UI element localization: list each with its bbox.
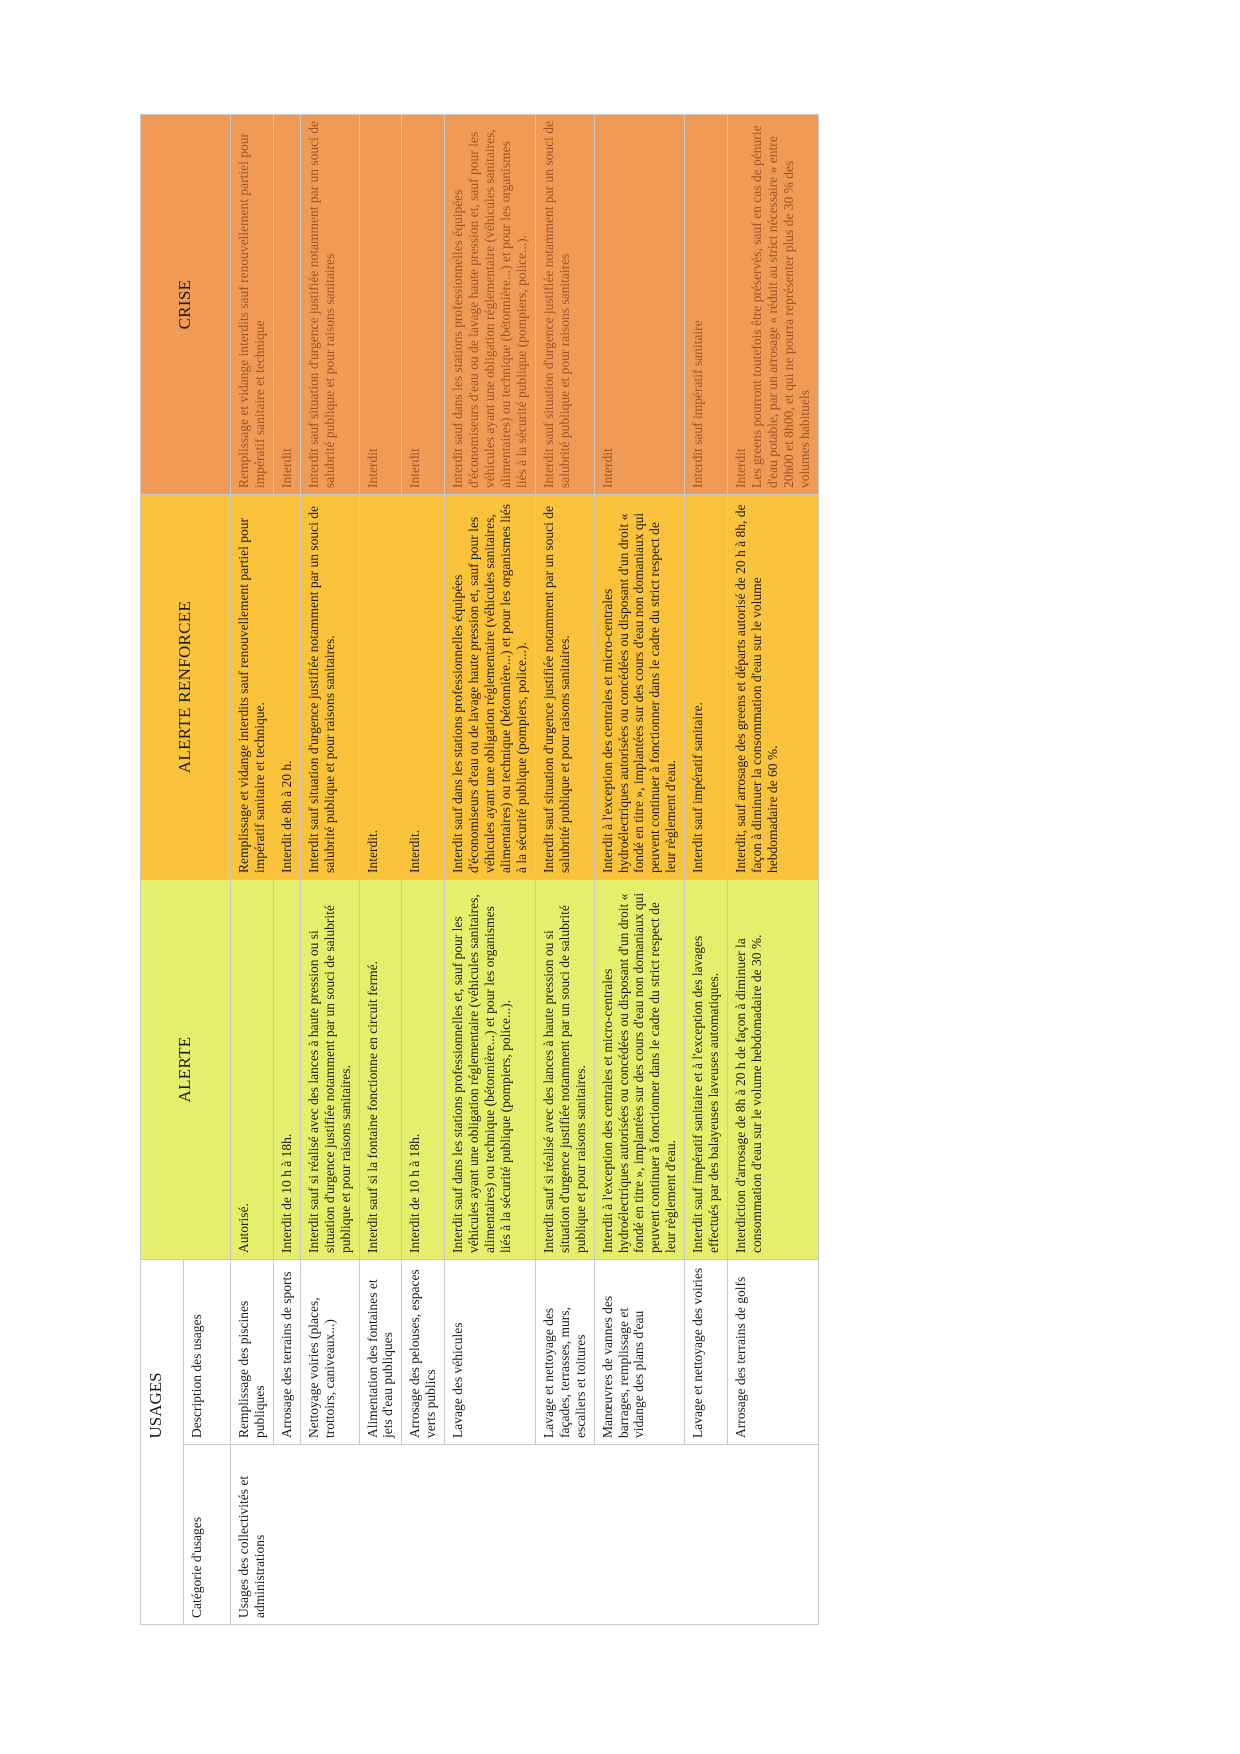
alerte-cell: Interdit à l'exception des centrales et micro-centrales hydroélectriques autorisées ou concédées ou disposant d'un droit « fondé en titre », implantées sur des cours d'eau non domaniaux qui peuvent continuer à fonctionner dans le cadre du strict respect de leur règlement d'eau. xyxy=(594,880,685,1260)
crise-text: Interdit xyxy=(407,448,423,488)
table-row xyxy=(445,115,536,1625)
table-row xyxy=(728,115,819,1625)
crise-cell xyxy=(359,115,402,495)
alerte-renforcee-cell: Interdit de 8h à 20 h. xyxy=(273,495,300,880)
crise-text: Interdit sauf impératif sanitaire xyxy=(690,320,706,488)
header-category: Catégorie d'usages xyxy=(184,1445,231,1625)
crise-text: Interdit xyxy=(599,448,615,488)
alerte-renforcee-cell: Interdit sauf impératif sanitaire. xyxy=(685,495,728,880)
table-row xyxy=(231,115,274,1625)
description-cell: Lavage et nettoyage des voiries xyxy=(685,1260,728,1445)
alerte-cell: Interdit sauf si la fontaine fonctionne en circuit fermé. xyxy=(359,880,402,1260)
alerte-cell: Interdit sauf impératif sanitaire et à l'exception des lavages effectués par des balayeuses laveuses automatiques. xyxy=(685,880,728,1260)
crise-text: Interdit xyxy=(278,448,294,488)
description-cell: Arrosage des terrains de golfs xyxy=(728,1260,819,1445)
category-cell: Usages des collectivités et administrations xyxy=(231,1445,819,1625)
header-crise: CRISE xyxy=(141,115,231,495)
crise-cell xyxy=(535,115,594,495)
table-row xyxy=(594,115,685,1625)
crise-cell xyxy=(402,115,445,495)
description-cell: Remplissage des piscines publiques xyxy=(231,1260,274,1445)
alerte-renforcee-cell: Interdit sauf dans les stations professionnelles équipées d'économiseurs d'eau ou de lavage haute pression et, sauf pour les véhicules ayant une obligation réglementaire (véhicules sanitaires, alimentaires) ou technique (bétonnière...) et pour les organismes liés à la sécurité publique (pompiers, police...). xyxy=(445,495,536,880)
header-empty-cell xyxy=(141,1445,184,1625)
alerte-renforcee-cell: Interdit sauf situation d'urgence justifiée notamment par un souci de salubrité publique et pour raisons sanitaires. xyxy=(535,495,594,880)
rotated-table-sheet xyxy=(140,115,1100,1625)
crise-cell xyxy=(273,115,300,495)
header-alerte-renforcee: ALERTE RENFORCEE xyxy=(141,495,231,880)
alerte-cell: Interdit de 10 h à 18h. xyxy=(273,880,300,1260)
description-cell: Alimentation des fontaines et jets d'eau publiques xyxy=(359,1260,402,1445)
description-cell: Manœuvres de vannes des barrages, remplissage et vidange des plans d'eau xyxy=(594,1260,685,1445)
crise-cell xyxy=(685,115,728,495)
alerte-renforcee-cell: Interdit à l'exception des centrales et micro-centrales hydroélectriques autorisées ou concédées ou disposant d'un droit « fondé en titre », implantées sur des cours d'eau non domaniaux qui peuvent continuer à fonctionner dans le cadre du strict respect de leur règlement d'eau. xyxy=(594,495,685,880)
crise-text: Interdit sauf situation d'urgence justifiée notamment par un souci de salubrité publique et pour raisons sanitaires xyxy=(540,121,572,488)
crise-text: Interdit Les greens pourront toutefois être préservés, sauf en cas de pénurie d'eau potable, par un arrosage « réduit au strict nécessaire » entre 20h00 et 8h00, et qui ne pourra représenter plus de 30 % des volumes habituels xyxy=(733,125,812,488)
alerte-renforcee-cell: Interdit. xyxy=(359,495,402,880)
alerte-renforcee-cell: Interdit. xyxy=(402,495,445,880)
table-row xyxy=(535,115,594,1625)
description-cell: Arrosage des terrains de sports xyxy=(273,1260,300,1445)
header-row-top xyxy=(141,115,184,1625)
table-row xyxy=(685,115,728,1625)
alerte-renforcee-cell: Interdit sauf situation d'urgence justifiée notamment par un souci de salubrité publique et pour raisons sanitaires. xyxy=(300,495,359,880)
table-row xyxy=(300,115,359,1625)
crise-cell xyxy=(300,115,359,495)
alerte-cell: Interdiction d'arrosage de 8h à 20 h de façon à diminuer la consommation d'eau sur le volume hebdomadaire de 30 %. xyxy=(728,880,819,1260)
header-description: Description des usages xyxy=(184,1260,231,1445)
crise-text: Interdit sauf situation d'urgence justifiée notamment par un souci de salubrité publique et pour raisons sanitaires xyxy=(305,121,337,488)
crise-cell xyxy=(728,115,819,495)
table-row xyxy=(273,115,300,1625)
crise-cell xyxy=(594,115,685,495)
alerte-renforcee-cell: Remplissage et vidange interdits sauf renouvellement partiel pour impératif sanitaire et technique. xyxy=(231,495,274,880)
description-cell: Lavage et nettoyage des façades, terrasses, murs, escaliers et toitures xyxy=(535,1260,594,1445)
alerte-cell: Interdit de 10 h à 18h. xyxy=(402,880,445,1260)
alerte-cell: Interdit sauf dans les stations professionnelles et, sauf pour les véhicules ayant une obligation réglementaire (véhicules sanitaires, alimentaires) ou technique (bétonnière...) et pour les organismes liés à la sécurité publique (pompiers, police...). xyxy=(445,880,536,1260)
crise-text: Remplissage et vidange interdits sauf renouvellement partiel pour impératif sanitaire et technique xyxy=(236,132,267,488)
description-cell: Nettoyage voiries (places, trottoirs, caniveaux...) xyxy=(300,1260,359,1445)
alerte-cell: Interdit sauf si réalisé avec des lances à haute pression ou si situation d'urgence justifiée notamment par un souci de salubrité publique et pour raisons sanitaires. xyxy=(535,880,594,1260)
alerte-renforcee-cell: Interdit, sauf arrosage des greens et départs autorisé de 20 h à 8h, de façon à diminuer la consommation d'eau sur le volume hebdomadaire de 60 %. xyxy=(728,495,819,880)
crise-text: Interdit sauf dans les stations professionnelles équipées d'économiseurs d'eau ou de lavage haute pression et, sauf pour les véhicules ayant une obligation réglementaire (véhicules sanitaires, alimentaires) ou technique (bétonnière...) et pour les organismes liés à la sécurité publique (pompiers, police...). xyxy=(450,129,529,488)
description-cell: Arrosage des pelouses, espaces verts publics xyxy=(402,1260,445,1445)
usages-title: USAGES xyxy=(141,1260,184,1445)
alerte-cell: Interdit sauf si réalisé avec des lances à haute pression ou si situation d'urgence justifiée notamment par un souci de salubrité publique et pour raisons sanitaires. xyxy=(300,880,359,1260)
alerte-cell: Autorisé. xyxy=(231,880,274,1260)
crise-cell xyxy=(445,115,536,495)
header-alerte: ALERTE xyxy=(141,880,231,1260)
table-row xyxy=(402,115,445,1625)
water-restrictions-table xyxy=(140,114,819,1625)
crise-cell xyxy=(231,115,274,495)
description-cell: Lavage des véhicules xyxy=(445,1260,536,1445)
table-row xyxy=(359,115,402,1625)
crise-text: Interdit xyxy=(364,448,380,488)
